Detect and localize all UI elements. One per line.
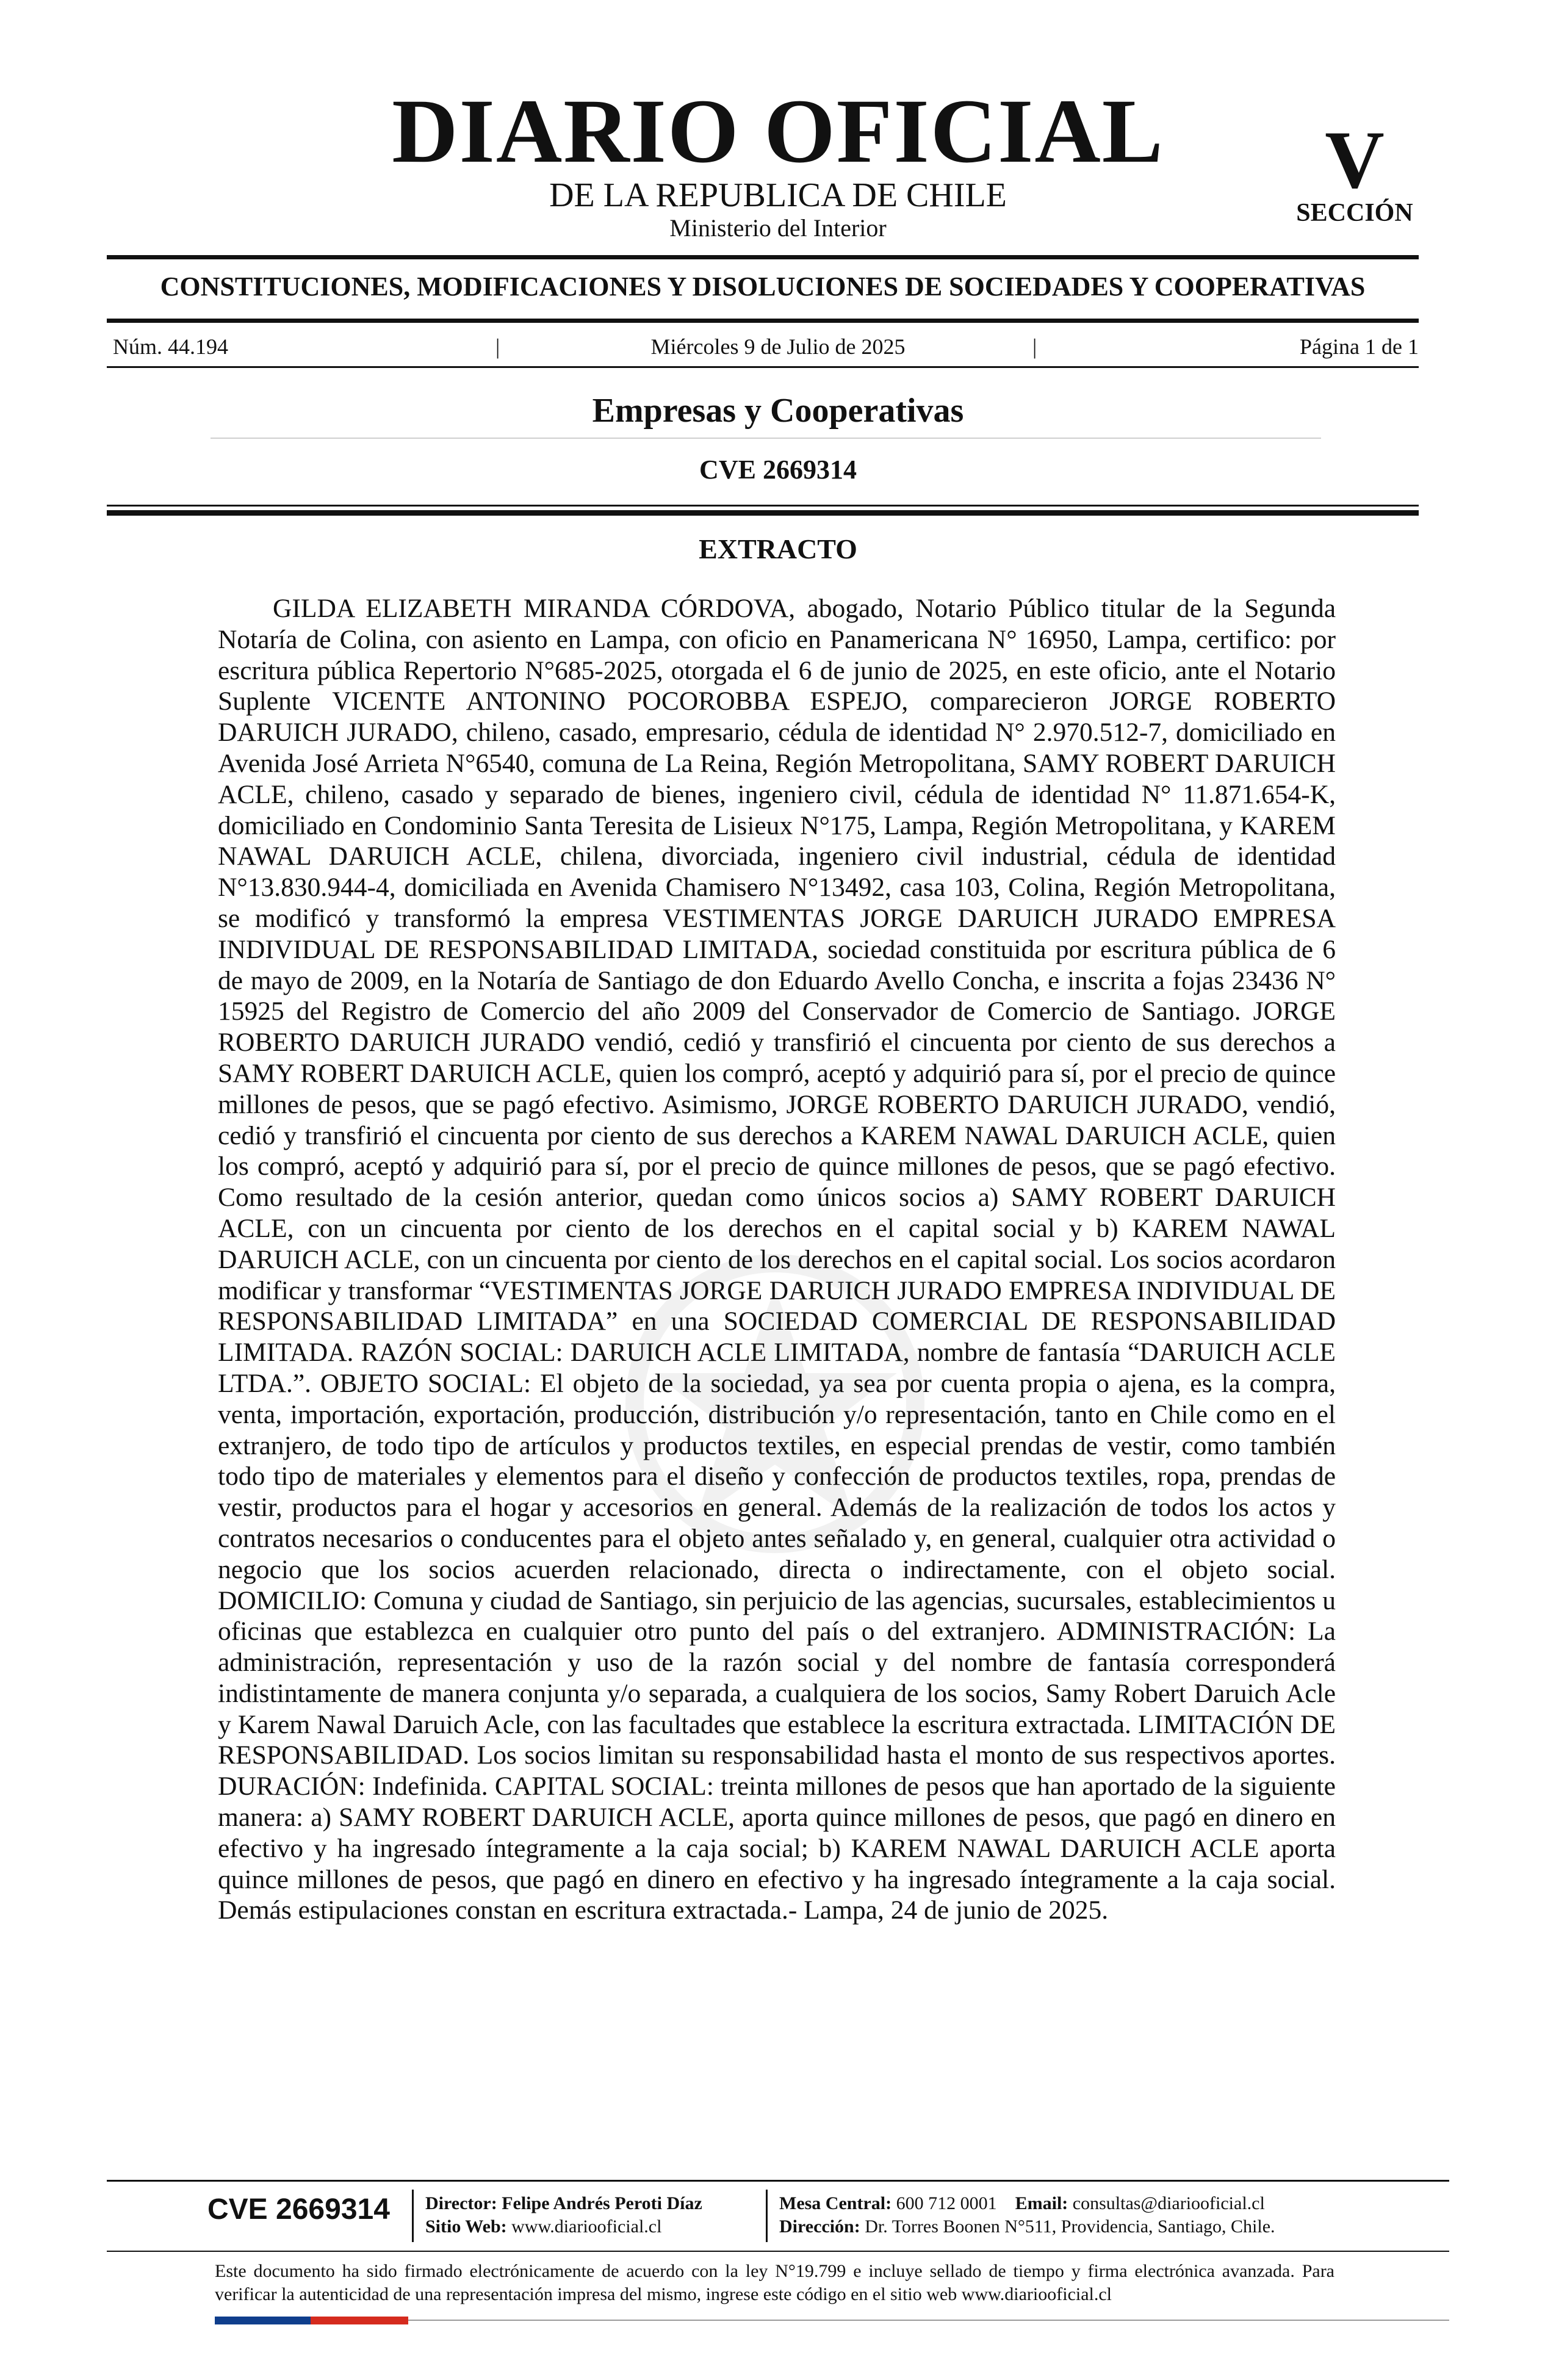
category-rule bbox=[211, 438, 1321, 439]
page-number: Página 1 de 1 bbox=[1300, 334, 1419, 359]
masthead-title: DIARIO OFICIAL bbox=[392, 81, 1164, 182]
phone-number: 600 712 0001 bbox=[896, 2193, 997, 2213]
meta-separator: | bbox=[495, 334, 500, 359]
category-title: Empresas y Cooperativas bbox=[592, 392, 964, 430]
masthead-subtitle: DE LA REPUBLICA DE CHILE bbox=[549, 176, 1007, 214]
cve-rule-thick bbox=[107, 510, 1419, 516]
meta-separator: | bbox=[1032, 334, 1037, 359]
email-link[interactable]: consultas@diariooficial.cl bbox=[1072, 2193, 1265, 2213]
footer-cve-code: CVE 2669314 bbox=[207, 2193, 390, 2226]
cve-rule-thin bbox=[107, 505, 1419, 507]
director-label: Director: bbox=[425, 2193, 497, 2213]
footer-rule-top bbox=[107, 2180, 1449, 2182]
email-label: Email: bbox=[1015, 2193, 1068, 2213]
website-link[interactable]: www.diariooficial.cl bbox=[511, 2216, 662, 2237]
footer-contact-block bbox=[779, 2192, 1275, 2238]
cve-code: CVE 2669314 bbox=[699, 455, 857, 485]
masthead-ministry: Ministerio del Interior bbox=[669, 214, 887, 242]
header-rule-top bbox=[107, 255, 1419, 259]
footer-rule-bottom bbox=[408, 2320, 1449, 2321]
website-label: Sitio Web: bbox=[425, 2216, 507, 2237]
meta-rule bbox=[107, 366, 1419, 368]
director-name: Felipe Andrés Peroti Díaz bbox=[502, 2193, 702, 2213]
footer-rule-mid bbox=[107, 2251, 1449, 2252]
phone-label: Mesa Central: bbox=[779, 2193, 892, 2213]
header-rule-mid bbox=[107, 319, 1419, 323]
flag-stripe-blue bbox=[215, 2317, 311, 2324]
footer-legal-notice: Este documento ha sido firmado electrónicamente de acuerdo con la ley N°19.799 e incluye sellado de tiempo y firma electrónica avanzada. Para verificar la autenticidad de una representación impresa del mismo, ingrese este código en el sitio web www.diariooficial.cl bbox=[215, 2261, 1334, 2304]
issue-date: Miércoles 9 de Julio de 2025 bbox=[650, 334, 906, 359]
section-letter: V bbox=[1325, 115, 1385, 206]
section-label: SECCIÓN bbox=[1296, 199, 1413, 227]
section-title: CONSTITUCIONES, MODIFICACIONES Y DISOLUCIONES DE SOCIEDADES Y COOPERATIVAS bbox=[160, 272, 1366, 301]
address-label: Dirección: bbox=[779, 2216, 860, 2237]
flag-stripe-red bbox=[311, 2317, 408, 2324]
address-value: Dr. Torres Boonen N°511, Providencia, Santiago, Chile. bbox=[865, 2216, 1275, 2237]
footer-separator bbox=[766, 2190, 768, 2242]
extract-title: EXTRACTO bbox=[699, 533, 857, 564]
issue-number: Núm. 44.194 bbox=[113, 334, 228, 359]
footer-separator bbox=[412, 2190, 414, 2242]
footer-director-block bbox=[425, 2192, 702, 2238]
extract-body: GILDA ELIZABETH MIRANDA CÓRDOVA, abogado, Notario Público titular de la Segunda Notaría de Colina, con asiento en Lampa, con oficio en Panamericana N° 16950, Lampa, certifico: por escritura pública Repertorio N°685-2025, otorgada el 6 de junio de 2025, en este oficio, ante el Notario Suplente VICENTE ANTONINO POCOROBBA ESPEJO, comparecieron JORGE ROBERTO DARUICH JURADO, chileno, casado, empresario, cédula de identidad N° 2.970.512-7, domiciliado en Avenida José Arrieta N°6540, comuna de La Reina, Región Metropolitana, SAMY ROBERT DARUICH ACLE, chileno, casado y separado de bienes, ingeniero civil, cédula de identidad N° 11.871.654-K, domiciliado en Condominio Santa Teresita de Lisieux N°175, Lampa, Región Metropolitana, y KAREM NAWAL DARUICH ACLE, chilena, divorciada, ingeniero civil industrial, cédula de identidad N°13.830.944-4, domiciliada en Avenida Chamisero N°13492, casa 103, Colina, Región Metropolitana, se modificó y transformó la empresa VESTIMENTAS JORGE DARUICH JURADO EMPRESA INDIVIDUAL DE RESPONSABILIDAD LIMITADA, sociedad constituida por escritura pública de 6 de mayo de 2009, en la Notaría de Santiago de don Eduardo Avello Concha, e inscrita a fojas 23436 N° 15925 del Registro de Comercio del año 2009 del Conservador de Comercio de Santiago. JORGE ROBERTO DARUICH JURADO vendió, cedió y transfirió el cincuenta por ciento de sus derechos a SAMY ROBERT DARUICH ACLE, quien los compró, aceptó y adquirió para sí, por el precio de quince millones de pesos, que se pagó efectivo. Asimismo, JORGE ROBERTO DARUICH JURADO, vendió, cedió y transfirió el cincuenta por ciento de sus derechos a KAREM NAWAL DARUICH ACLE, quien los compró, aceptó y adquirió para sí, por el precio de quince millones de pesos, que se pagó efectivo. Como resultado de la cesión anterior, quedan como únicos socios a) SAMY ROBERT DARUICH ACLE, con un cincuenta por ciento de los derechos en el capital social y b) KAREM NAWAL DARUICH ACLE, con un cincuenta por ciento de los derechos en el capital social. Los socios acordaron modificar y transformar “VESTIMENTAS JORGE DARUICH JURADO EMPRESA INDIVIDUAL DE RESPONSABILIDAD LIMITADA” en una SOCIEDAD COMERCIAL DE RESPONSABILIDAD LIMITADA. RAZÓN SOCIAL: DARUICH ACLE LIMITADA, nombre de fantasía “DARUICH ACLE LTDA.”. OBJETO SOCIAL: El objeto de la sociedad, ya sea por cuenta propia o ajena, es la compra, venta, importación, exportación, producción, distribución y/o representación, tanto en Chile como en el extranjero, de todo tipo de artículos y productos textiles, en especial prendas de vestir, como también todo tipo de materiales y elementos para el diseño y confección de productos textiles, ropa, prendas de vestir, productos para el hogar y accesorios en general. Además de la realización de todos los actos y contratos necesarios o conducentes para el objeto antes señalado y, en general, cualquier otra actividad o negocio que los socios acuerden relacionado, directa o indirectamente, con el objeto social. DOMICILIO: Comuna y ciudad de Santiago, sin perjuicio de las agencias, sucursales, establecimientos u oficinas que establezca en cualquier otro punto del país o del extranjero. ADMINISTRACIÓN: La administración, representación y uso de la razón social y del nombre de fantasía corresponderá indistintamente de manera conjunta y/o separada, a cualquiera de los socios, Samy Robert Daruich Acle y Karem Nawal Daruich Acle, con las facultades que establece la escritura extractada. LIMITACIÓN DE RESPONSABILIDAD. Los socios limitan su responsabilidad hasta el monto de sus respectivos aportes. DURACIÓN: Indefinida. CAPITAL SOCIAL: treinta millones de pesos que han aportado de la siguiente manera: a) SAMY ROBERT DARUICH ACLE, aporta quince millones de pesos, que pagó en dinero en efectivo y ha ingresado íntegramente a la caja social; b) KAREM NAWAL DARUICH ACLE aporta quince millones de pesos, que pagó en dinero en efectivo y ha ingresado íntegramente a la caja social. Demás estipulaciones constan en escritura extractada.- Lampa, 24 de junio de 2025. bbox=[218, 594, 1336, 1925]
